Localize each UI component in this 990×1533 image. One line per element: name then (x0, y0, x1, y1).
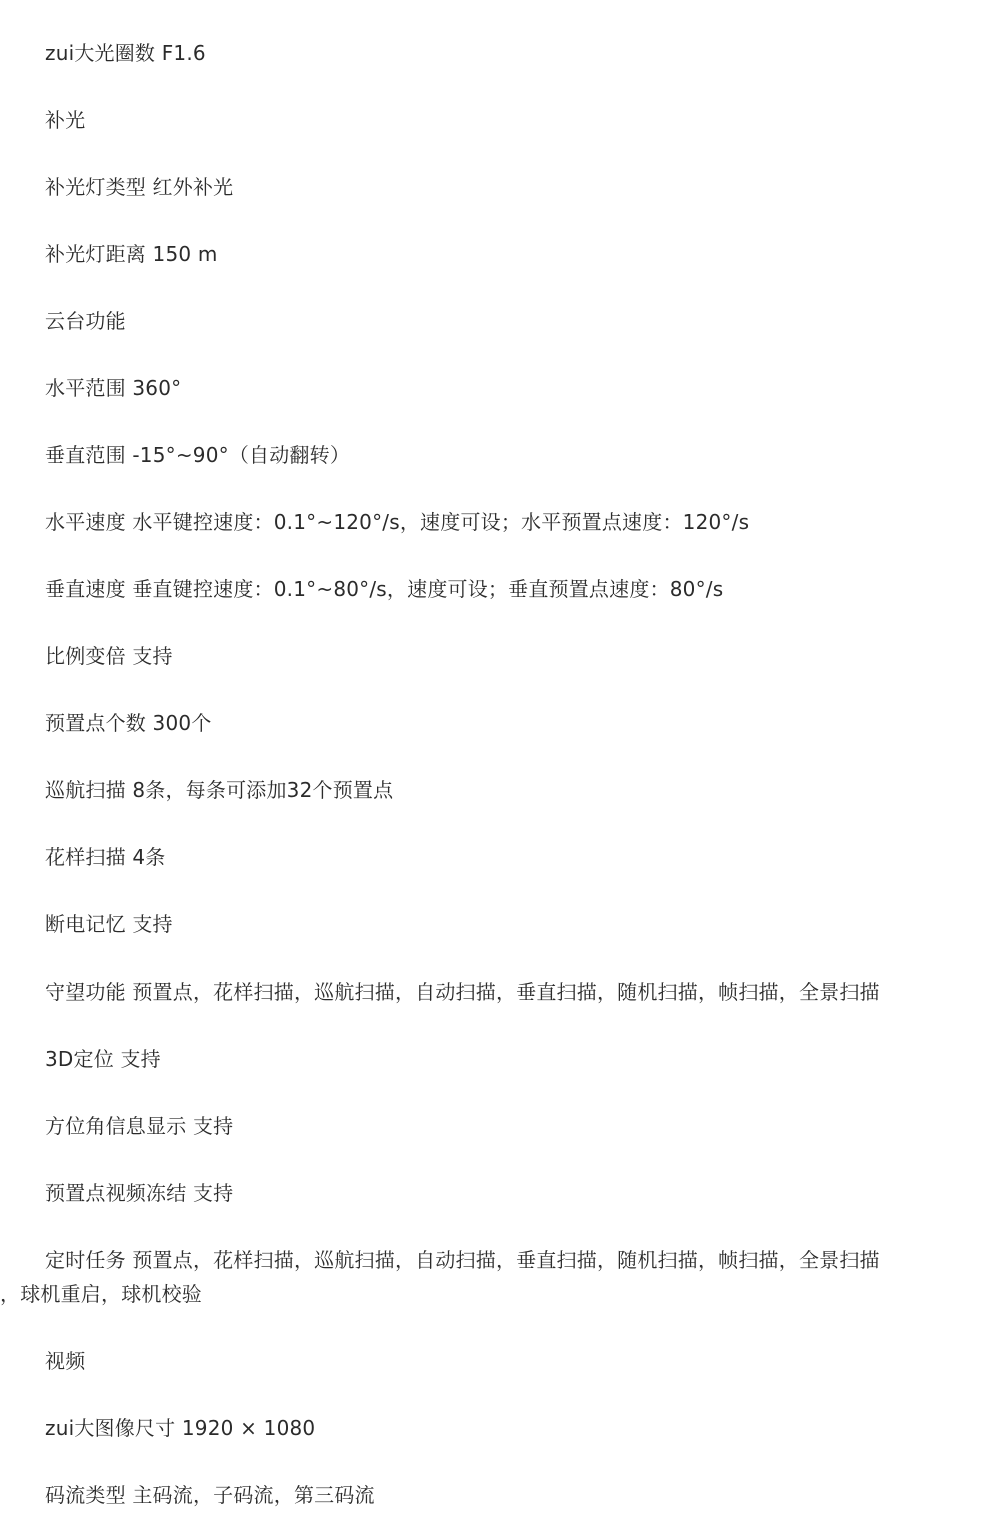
spec-line-power-off-memory: 断电记忆 支持 (45, 912, 173, 936)
section-heading-video: 视频 (45, 1349, 86, 1373)
spec-line-pan-range: 水平范围 360° (45, 376, 182, 400)
spec-line-pan-speed: 水平速度 水平键控速度：0.1°~120°/s，速度可设；水平预置点速度：120°/s (45, 510, 750, 534)
spec-line-preset-freeze: 预置点视频冻结 支持 (45, 1181, 234, 1205)
spec-line-tilt-speed: 垂直速度 垂直键控速度：0.1°~80°/s，速度可设；垂直预置点速度：80°/s (45, 577, 724, 601)
spec-line-preset-count: 预置点个数 300个 (45, 711, 212, 735)
section-heading-fill-light: 补光 (45, 108, 86, 132)
spec-line-tilt-range: 垂直范围 -15°~90°（自动翻转） (45, 443, 351, 467)
spec-line-park-action: 守望功能 预置点，花样扫描，巡航扫描，自动扫描，垂直扫描，随机扫描，帧扫描，全景扫描 (45, 980, 880, 1004)
section-heading-ptz: 云台功能 (45, 309, 126, 333)
spec-line-patrol-scan: 巡航扫描 8条，每条可添加32个预置点 (45, 778, 394, 802)
spec-line-max-resolution: zui大图像尺寸 1920 × 1080 (45, 1416, 316, 1440)
spec-line-fill-light-type: 补光灯类型 红外补光 (45, 175, 234, 199)
spec-line-stream-type: 码流类型 主码流，子码流，第三码流 (45, 1483, 375, 1507)
spec-line-fill-light-distance: 补光灯距离 150 m (45, 242, 218, 266)
spec-line-max-aperture: zui大光圈数 F1.6 (45, 41, 206, 65)
spec-line-azimuth-display: 方位角信息显示 支持 (45, 1114, 234, 1138)
spec-line-scheduled-task: 定时任务 预置点，花样扫描，巡航扫描，自动扫描，垂直扫描，随机扫描，帧扫描，全景扫描 (45, 1248, 880, 1272)
spec-line-pattern-scan: 花样扫描 4条 (45, 845, 166, 869)
spec-line-3d-positioning: 3D定位 支持 (45, 1047, 161, 1071)
spec-line-scheduled-task-continued: ，球机重启，球机校验 (0, 1282, 202, 1306)
spec-line-proportional-zoom: 比例变倍 支持 (45, 644, 173, 668)
